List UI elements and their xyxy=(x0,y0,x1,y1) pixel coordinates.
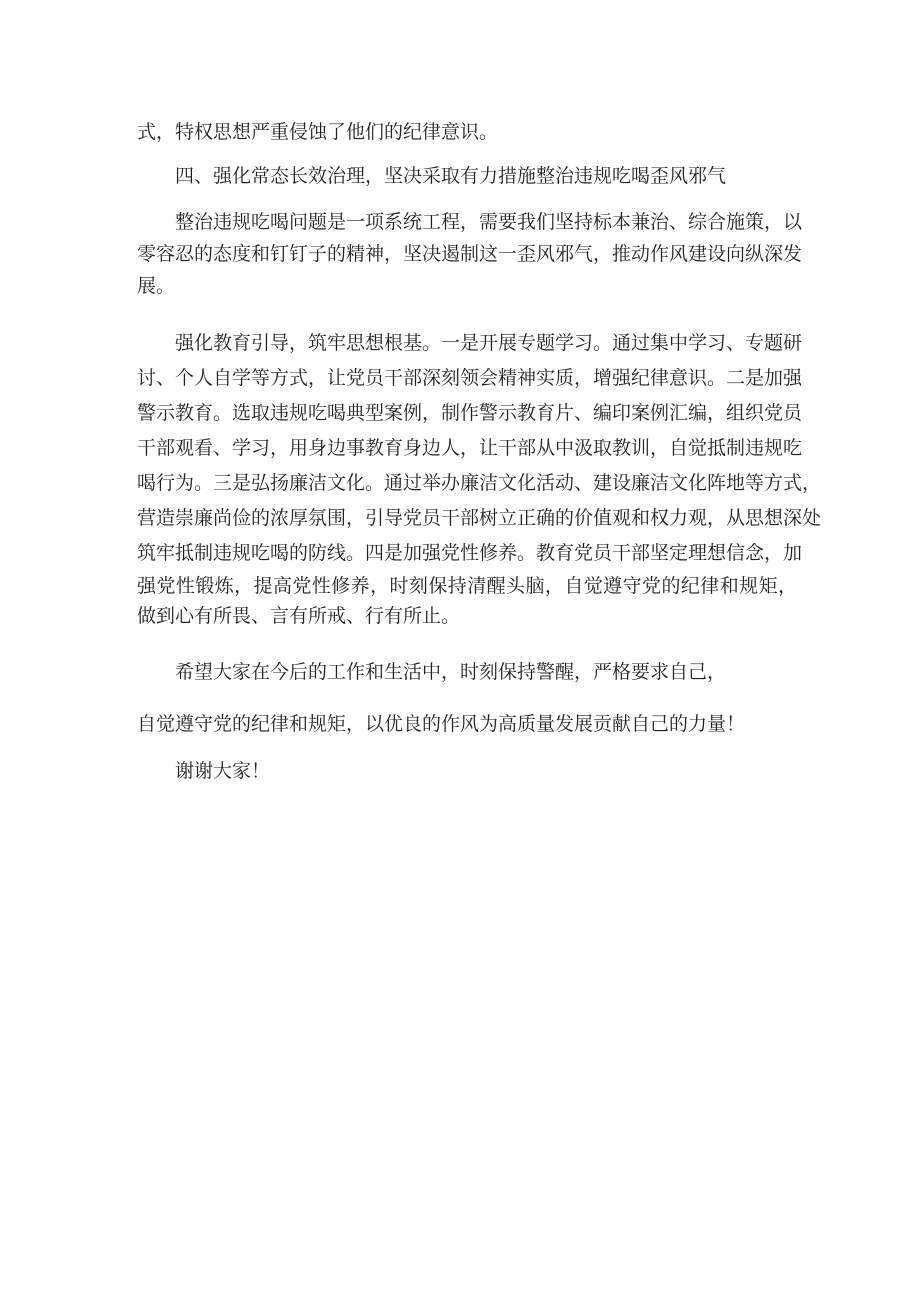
paragraph-education-line-4: 干部观看、学习，用身边事教育身边人，让干部从中汲取教训，自觉抵制违规吃 xyxy=(137,437,803,459)
paragraph-continuation-line: 式，特权思想严重侵蚀了他们的纪律意识。 xyxy=(137,121,499,143)
paragraph-hope xyxy=(137,657,797,739)
document-body xyxy=(137,118,822,785)
paragraph-education-line-3: 警示教育。选取违规吃喝典型案例，制作警示教育片、编印案例汇编，组织党员 xyxy=(137,402,803,424)
section-heading-four: 四、强化常态长效治理，坚决采取有力措施整治违规吃喝歪风邪气 xyxy=(175,165,727,187)
paragraph-hope-line-1: 希望大家在今后的工作和生活中，时刻保持警醒，严格要求自己， xyxy=(175,661,727,683)
paragraph-intro xyxy=(137,206,803,302)
paragraph-education-line-1: 强化教育引导，筑牢思想根基。一是开展专题学习。通过集中学习、专题研 xyxy=(175,332,803,354)
paragraph-education xyxy=(137,326,822,631)
paragraph-intro-line-2: 零容忍的态度和钉钉子的精神，坚决遏制这一歪风邪气，推动作风建设向纵深发 xyxy=(137,243,803,265)
paragraph-intro-line-1: 整治违规吃喝问题是一项系统工程，需要我们坚持标本兼治、综合施策，以 xyxy=(175,211,803,233)
paragraph-education-line-9: 做到心有所畏、言有所戒、行有所止。 xyxy=(137,605,461,627)
paragraph-education-line-2: 讨、个人自学等方式，让党员干部深刻领会精神实质，增强纪律意识。二是加强 xyxy=(137,367,803,389)
closing-thanks: 谢谢大家！ xyxy=(175,760,271,782)
paragraph-intro-line-3: 展。 xyxy=(137,275,176,297)
paragraph-hope-line-2: 自觉遵守党的纪律和规矩，以优良的作风为高质量发展贡献自己的力量！ xyxy=(137,713,746,735)
paragraph-education-line-7: 筑牢抵制违规吃喝的防线。四是加强党性修养。教育党员干部坚定理想信念，加 xyxy=(137,542,803,564)
paragraph-education-line-6: 营造崇廉尚俭的浓厚氛围，引导党员干部树立正确的价值观和权力观，从思想深处 xyxy=(137,507,822,529)
paragraph-education-line-8: 强党性锻炼，提高党性修养，时刻保持清醒头脑，自觉遵守党的纪律和规矩， xyxy=(137,575,797,597)
paragraph-education-line-5: 喝行为。三是弘扬廉洁文化。通过举办廉洁文化活动、建设廉洁文化阵地等方式， xyxy=(137,472,822,494)
